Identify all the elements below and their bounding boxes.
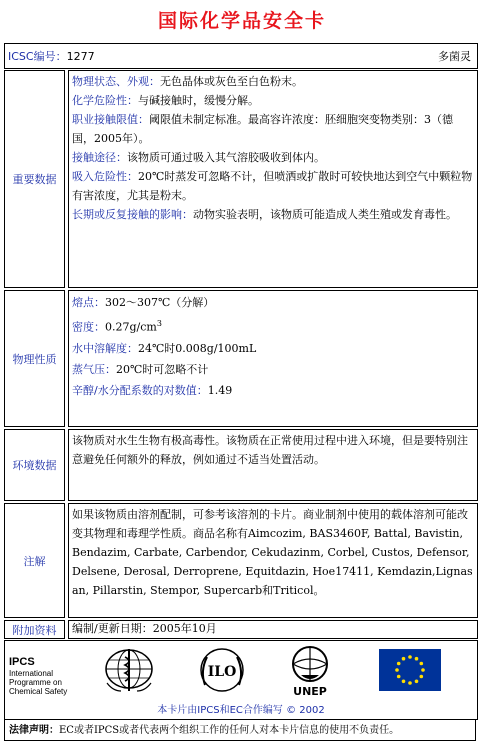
additional-info-text: 编制/更新日期：2005年10月 [68,620,478,639]
ipcs-line-1: International [9,669,54,678]
melting-key: 熔点： [72,296,105,309]
physical-properties-content [68,290,478,427]
chemical-name: 多菌灵 [438,50,471,63]
physical-properties-label: 物理性质 [4,290,65,427]
legal-notice [4,719,476,741]
eu-star-icon [415,680,419,684]
item-key: 职业接触限值： [72,113,149,126]
item-exposure-route [72,148,474,167]
solubility-value: 24℃时0.008g/100mL [138,341,257,355]
item-key: 物理状态、外观： [72,75,160,88]
melting-point [72,292,474,313]
ipcs-line-3: Chemical Safety [9,687,68,696]
important-data-content [68,70,478,288]
important-data-section [4,70,478,288]
cooperation-note: 本卡片由IPCS和EC合作编写 © 2002 [157,705,325,716]
eu-star-icon [402,657,406,661]
item-text: 与碱接触时，缓慢分解。 [138,94,259,107]
environment-section [4,429,478,501]
important-data-label: 重要数据 [4,70,65,288]
item-text: 该物质可通过吸入其气溶胶吸收到体内。 [127,151,325,164]
eu-star-icon [408,681,412,685]
item-key: 吸入危险性： [72,170,138,183]
logkow-key: 辛醇/水分配系数的对数值： [72,383,208,397]
vapor-key: 蒸气压： [72,362,116,376]
who-emblem-icon [103,647,155,695]
density-value: 0.27g/cm [105,320,157,334]
additional-info-section [4,620,478,639]
card-title: 国际化学品安全卡 [157,10,326,32]
legal-text: EC或者IPCS或者代表两个组织工作的任何人对本卡片信息的使用不负责任。 [59,725,400,736]
density-key: 密度： [72,320,105,334]
item-text: 阈限值未制定标准。最高容许浓度：胚细胞突变物类别：3（德国，2005年）。 [72,113,453,145]
item-chemical-hazard [72,91,474,110]
item-physical-state [72,72,474,91]
item-key: 化学危险性： [72,94,138,107]
solubility-key: 水中溶解度： [72,341,138,355]
additional-info-label: 附加资料 [4,620,65,639]
icsc-number [8,48,95,64]
eu-star-icon [397,675,401,679]
notes-section [4,503,478,618]
icsc-label: ICSC编号： [8,50,67,63]
notes-label: 注解 [4,503,65,618]
notes-text: 如果该物质由溶剂配制，可参考该溶剂的卡片。商业制剂中使用的载体溶剂可能改变其物理和毒理学性质。商品名称有Aimcozim, BAS3460F, Battal, Bavistin, Bendazim, Carbate, Carbendor, Cekudazinm, Corbel, Custos, Defensor, Delsene, Derosal, Derroprene, Equitdazin, Hoe17411, Kemdazin,Lignasan, Pillarstin, Stempor, Supercarb和Triticol。 [68,503,478,618]
eu-star-icon [420,675,424,679]
ilo-emblem-icon [197,647,247,695]
physical-properties-section [4,290,478,427]
eu-star-icon [415,657,419,661]
ipcs-line-2: Programme on [9,678,62,687]
item-key: 长期或反复接触的影响： [72,208,193,221]
eu-flag-icon [379,649,441,691]
vapor-pressure [72,359,474,380]
item-exposure-limits [72,110,474,148]
ipcs-abbr: IPCS [9,656,35,668]
eu-star-icon [421,668,425,672]
log-kow [72,380,474,401]
logo-strip [4,640,478,720]
environment-text: 该物质对水生生物有极高毒性。该物质在正常使用过程中进入环境，但是要特别注意避免任何额外的释放，例如通过不适当处置活动。 [68,429,478,501]
eu-star-icon [395,668,399,672]
item-text: 动物实验表明，该物质可能造成人类生殖或发育毒性。 [193,208,457,221]
water-solubility [72,338,474,359]
density [72,313,474,338]
eu-star-icon [397,662,401,666]
environment-label: 环境数据 [4,429,65,501]
item-text: 无色晶体或灰色至白色粉末。 [160,75,303,88]
ilo-text: ILO [207,664,237,680]
item-key: 接触途径： [72,151,127,164]
vapor-value: 20℃时可忽略不计 [116,362,209,376]
eu-star-icon [408,655,412,659]
logkow-value: 1.49 [207,383,233,397]
icsc-value: 1277 [66,50,95,63]
ipcs-logo-text [9,655,67,696]
item-inhalation-hazard [72,167,474,205]
item-text: 20℃时蒸发可忽略不计，但喷洒或扩散时可较快地达到空气中颗粒物有害浓度，尤其是粉末。 [72,170,473,202]
eu-star-icon [402,680,406,684]
unep-text: UNEP [293,685,327,697]
melting-value: 302～307℃（分解） [105,296,215,309]
card-header [4,43,478,69]
legal-key: 法律声明： [9,725,59,736]
eu-star-icon [420,662,424,666]
item-long-term-effects [72,205,474,224]
icsc-card [4,43,480,736]
density-superscript: 3 [156,319,162,328]
unep-emblem-icon [287,645,333,697]
